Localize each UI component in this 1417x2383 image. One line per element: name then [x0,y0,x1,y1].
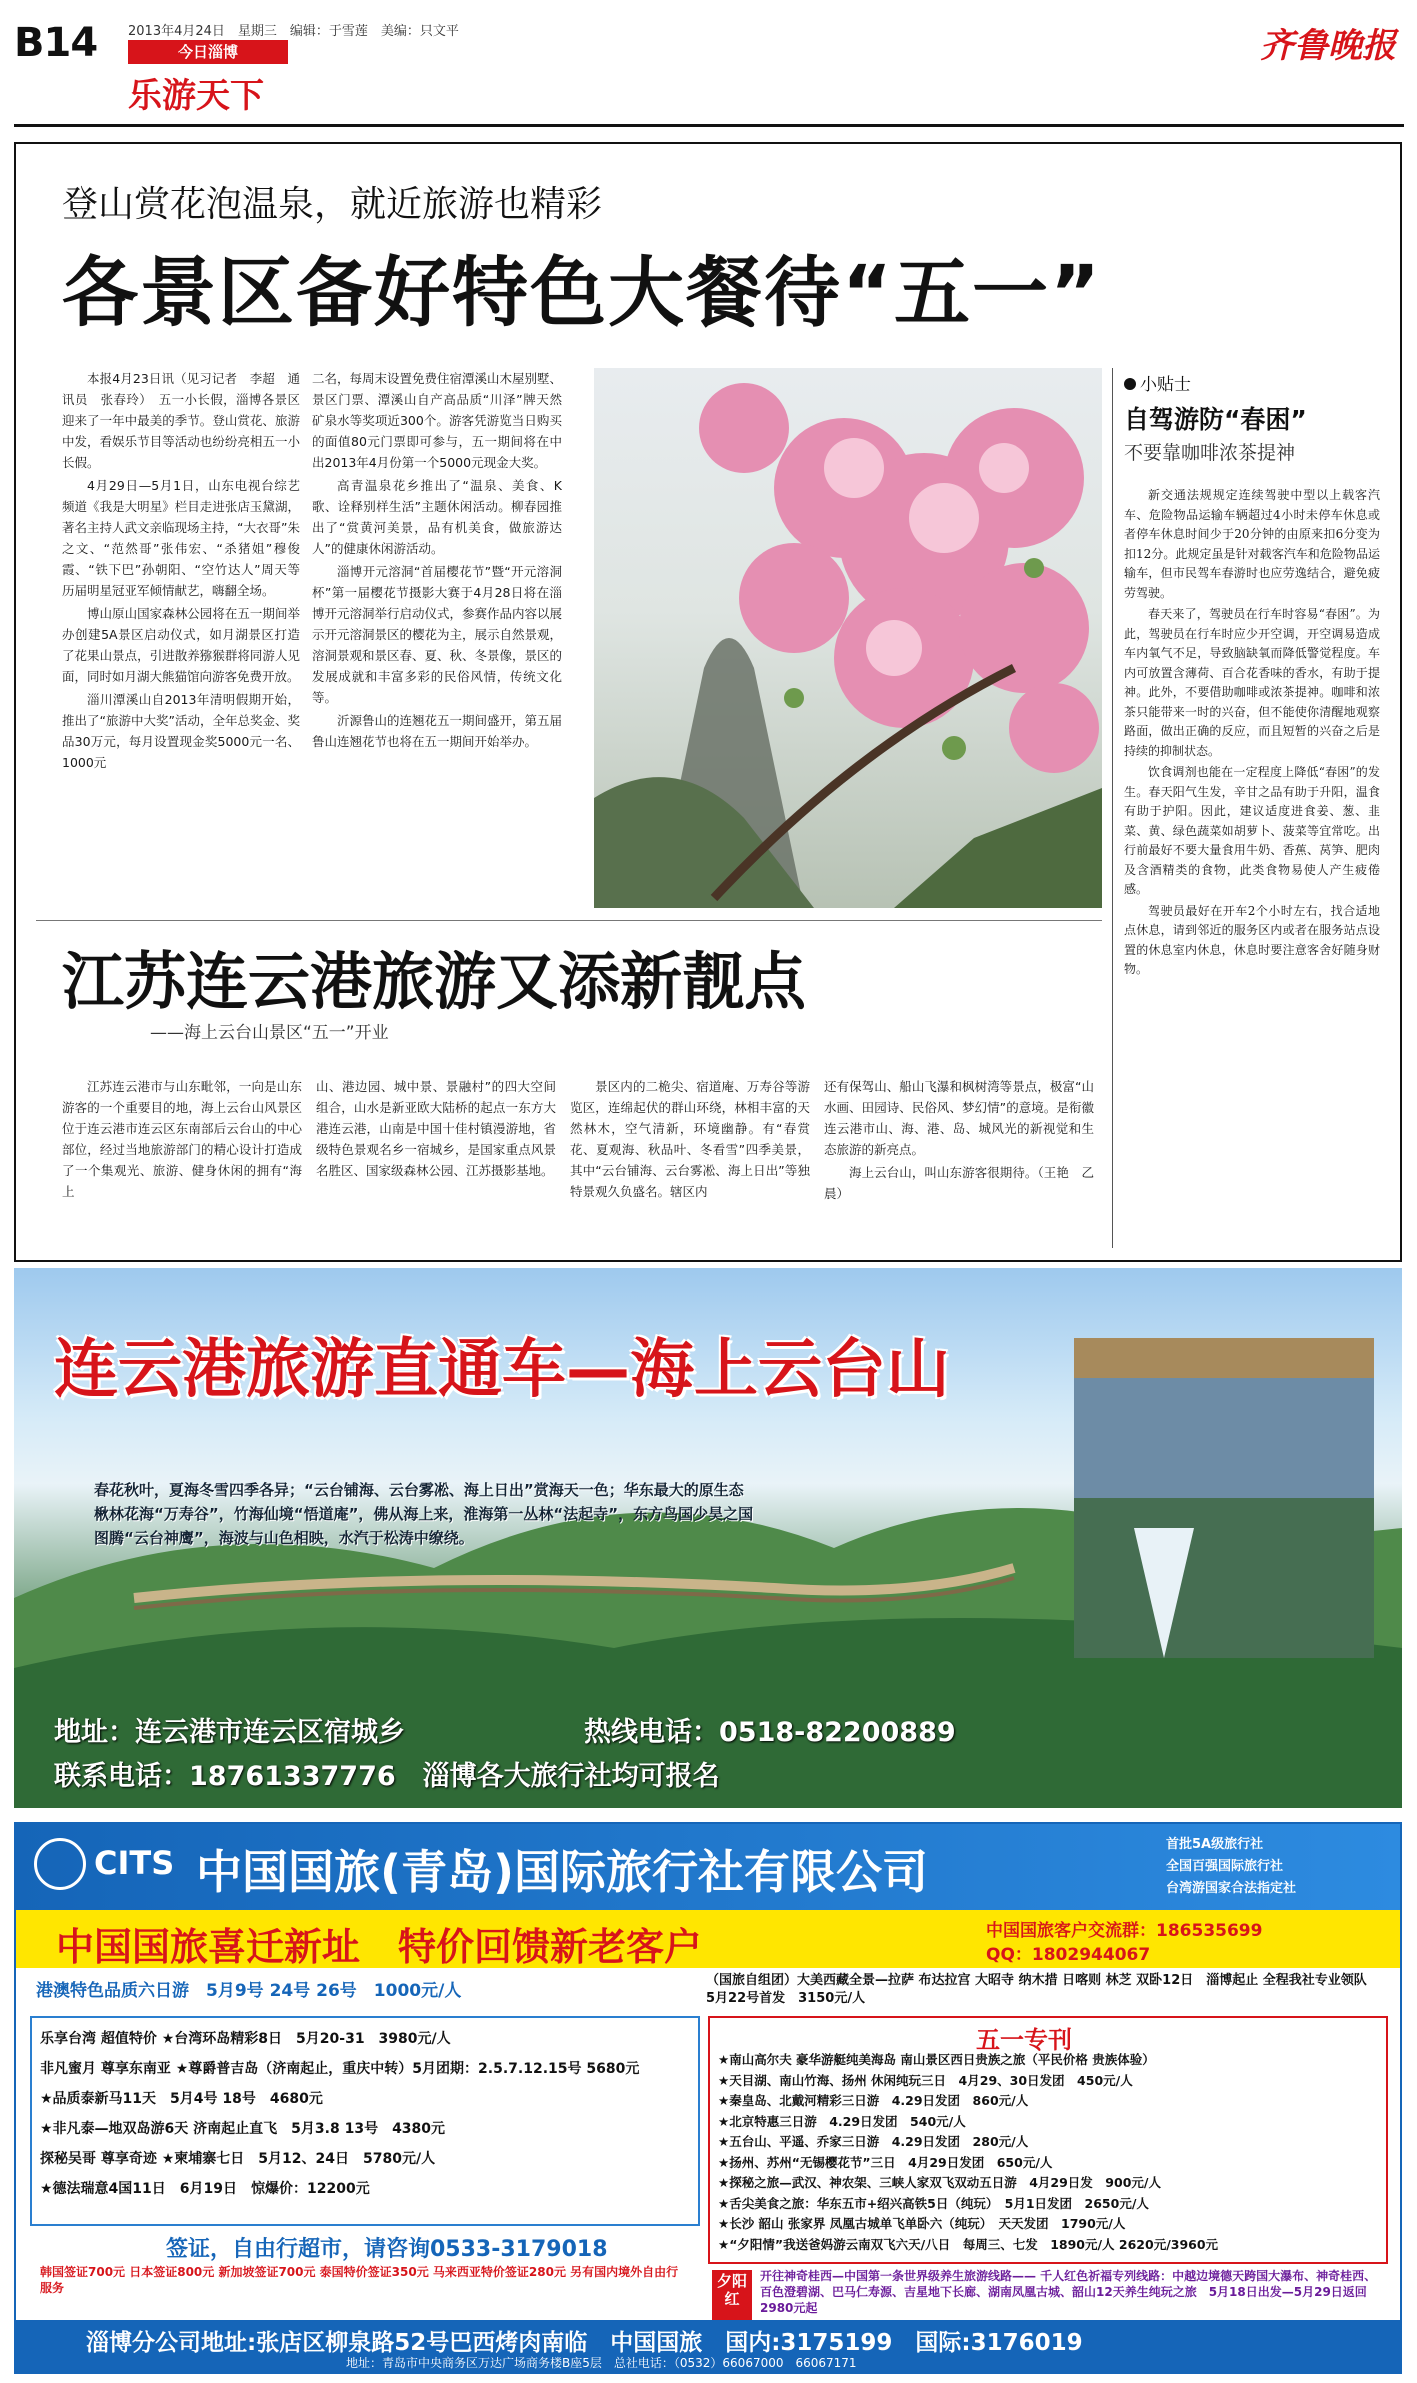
cits-left-list [40,2024,690,2204]
page-number: B14 [14,20,98,66]
cits-logo-icon [34,1838,86,1890]
story2-p4: 还有保驾山、船山飞瀑和枫树湾等景点，极富“山水画、田园诗、民俗风、梦幻情”的意境。是衔徽连云港市山、海、港、岛、城风光的新视觉和生态旅游的新亮点。 [824,1079,1094,1157]
cherry-blossom-photo [594,368,1102,908]
badge-1: 首批5A级旅行社 [1166,1837,1264,1852]
cits-left-item: ★品质泰新马11天 5月4号 18号 4680元 [40,2091,323,2107]
ad1-headline: 连云港旅游直通车—海上云台山 [54,1333,950,1407]
story1-kicker: 登山赏花泡温泉，就近旅游也精彩 [62,184,603,225]
cits-visa: 签证，自由行超市，请咨询0533-3179018 [166,2237,608,2262]
sidebar-tag [1124,370,1191,395]
ad1-contact: 联系电话：18761337776 淄博各大旅行社均可报名 [54,1761,720,1792]
sidebar-p2: 春天来了，驾驶员在行车时容易“春困”。为此，驾驶员在行车时应少开空调，开空调易造成车内氧气不足，导致脑缺氧而降低警觉程度。车内可放置含薄荷、百合花香味的香水，有助于提神。此外，不要借助咖啡或浓茶提神。咖啡和浓茶只能带来一时的兴奋，但不能使你清醒地观察路面，做出正确的反应，而且短暂的兴奋之后是持续的抑制状态。 [1124,607,1380,758]
date-line: 2013年4月24日 星期三 编辑：于雪莲 美编：只文平 [128,24,459,39]
section-title: 乐游天下 [128,76,264,116]
cits-special-item: ★五台山、平遥、乔家三日游 4.29日发团 280元/人 [718,2134,1029,2149]
photo-art [594,368,1102,908]
cits-special-item: ★秦皇岛、北戴河精彩三日游 4.29日发团 860元/人 [718,2093,1029,2108]
story2-subhead: ——海上云台山景区“五一”开业 [150,1023,389,1043]
sidebar-body [1124,486,1380,1246]
cits-visa-detail: 韩国签证700元 日本签证800元 新加坡签证700元 泰国特价签证350元 马来西亚特价签证280元 另有国内境外自由行服务 [40,2265,679,2295]
sidebar-p4: 驾驶员最好在开车2个小时左右，找合适地点休息，请到邻近的服务区内或者在服务站点设置的休息室内休息，休息时要注意客舍好随身财物。 [1124,903,1380,976]
cits-special-item: ★“夕阳情”我送爸妈游云南双飞六天/八日 每周三、七发 1890元/人 2620元/3960元 [718,2236,1219,2252]
story1-col2 [312,368,562,888]
paper-logo: 齐鲁晚报 [1260,26,1396,66]
badge-2: 全国百强国际旅行社 [1166,1859,1284,1874]
story1-p2: 4月29日—5月1日，山东电视台综艺频道《我是大明星》栏目走进张店玉黛湖，著名主持人武文亲临现场主持，“大衣哥”朱之文、“范然哥”张伟宏、“杀猪姐”穆俊霞、“铁下巴”孙朝阳、“空竹达人”周天等历届明星冠亚军倾情献艺，嗨翻全场。 [62,478,300,598]
cits-company: 中国国旅(青岛)国际旅行社有限公司 [196,1845,929,1899]
story1-col1 [62,368,300,888]
masthead [0,0,1417,130]
cits-left-item: 探秘吴哥 尊享奇迹 ★柬埔寨七日 5月12、24日 5780元/人 [40,2151,436,2167]
sunset-tag: 夕阳红 [712,2270,752,2324]
masthead-rule [14,124,1404,127]
cits-badges [1166,1834,1296,1900]
ad1-body: 春花秋叶，夏海冬雪四季各异；“云台铺海、云台雾凇、海上日出”赏海天一色；华东最大的原生态楸林花海“万寿谷”，竹海仙境“悟道庵”，佛从海上来，淮海第一丛林“法起寺”，东方鸟国少昊之国图腾“云台神鹰”，海波与山色相映，水汽于松涛中缭绕。 [94,1481,754,1547]
story2-col4 [824,1076,1094,1244]
story2-p2: 山、港边园、城中景、景融村”的四大空间组合，山水是新亚欧大陆桥的起点一东方大港连云港，山南是中国十佳村镇漫游地，省级特色景观名乡一宿城乡，是国家重点风景名胜区、国家级森林公园、江苏摄影基地。 [316,1079,556,1178]
story2-p1: 江苏连云港市与山东毗邻，一向是山东游客的一个重要目的地，海上云台山风景区位于连云港市连云区东南部后云台山的中心部位，经过当地旅游部门的精心设计打造成了一个集观光、旅游、健身休闲的拥有“海上 [62,1079,302,1199]
cits-special-item: ★扬州、苏州“无锡樱花节”三日 4月29日发团 650元/人 [718,2154,1053,2170]
story1-p1: 本报4月23日讯（见习记者 李超 通讯员 张春玲） 五一小长假，淄博各景区迎来了一年中最美的季节。登山赏花、旅游中发，看娱乐节目等活动也纷纷亮相五一小长假。 [62,371,300,470]
story2-col3 [570,1076,810,1244]
cits-ad [14,1822,1402,2374]
story1-p5: 二名，每周末设置免费住宿潭溪山木屋别墅、景区门票、潭溪山自产高品质“川泽”牌天然矿泉水等奖项近300个。游客凭游览当日购买的面值80元门票即可参与，五一期间将在中出2013年4月份第一个5000元现金大奖。 [312,371,562,470]
cits-left-item: ★德法瑞意4国11日 6月19日 惊爆价：12200元 [40,2181,370,2197]
cits-footer-text: 淄博分公司地址:张店区柳泉路52号巴西烤肉南临 中国国旅 国内:3175199 国际:3176019 [86,2330,1083,2356]
story1-p8: 沂源鲁山的连翘花五一期间盛开，第五届鲁山连翘花节也将在五一期间开始举办。 [312,713,562,749]
ad1-hotline: 热线电话：0518-82200889 [584,1717,956,1748]
story2-col2 [316,1076,556,1244]
cits-logo: CITS [94,1844,175,1882]
sidebar-p3: 饮食调剂也能在一定程度上降低“春困”的发生。春天阳气生发，辛甘之品有助于升阳，温食有助于护阳。因此，建议适度进食姜、葱、韭菜、黄、绿色蔬菜如胡萝卜、菠菜等宜常吃。出行前最好不要大量食用牛奶、香蕉、莴笋、肥肉及含酒精类的食物，此类食物易使人产生疲倦感。 [1124,765,1380,896]
cits-special-item: ★探秘之旅—武汉、神农架、三峡人家双飞双动五日游 4月29日发 900元/人 [718,2175,1161,2190]
cits-row1-left: 港澳特色品质六日游 5月9号 24号 26号 1000元/人 [36,1981,462,2001]
cits-special-title: 五一专刊 [976,2026,1072,2054]
cits-row1-right: （国旅自组团）大美西藏全景—拉萨 布达拉宫 大昭寺 纳木措 日喀则 林芝 双卧12日 淄博起止 全程我社专业领队 5月22号首发 3150元/人 [706,1973,1380,2006]
cits-banner-text: 中国国旅喜迁新址 特价回馈新老客户 [56,1925,703,1969]
story1-p7: 淄博开元溶洞“首届樱花节”暨“开元溶洞杯”第一届樱花节摄影大赛于4月28日将在淄博开元溶洞举行启动仪式，参赛作品内容以展示开元溶洞景区的樱花为主，展示自然景观，溶洞景观和景区春、夏、秋、冬景像，景区的发展成就和丰富多彩的民俗风情，传统文化等。 [312,564,562,705]
circle-icon [1124,378,1136,390]
story2-col1 [62,1076,302,1244]
cits-special-list [718,2050,1380,2255]
cits-hotline2: QQ：1802944067 [986,1945,1151,1965]
cits-hotline1: 中国国旅客户交流群：186535699 [986,1921,1263,1941]
story1-p3: 博山原山国家森林公园将在五一期间举办创建5A景区启动仪式，如月湖景区打造了花果山景点，引进散养猕猴群将同游人见面，同时如月湖大熊猫馆向游客免费开放。 [62,606,300,684]
section-tag: 今日淄博 [128,40,288,64]
story2-p3: 景区内的二桅尖、宿道庵、万寿谷等游览区，连绵起伏的群山环绕，林相丰富的天然林木，空气清新，环境幽静。有“春赏花、夏观海、秋品叶、冬看雪”四季美景，其中“云台铺海、云台雾凇、海上日出”等独特景观久负盛名。辖区内 [570,1079,810,1199]
lianyungang-ad [14,1268,1402,1808]
sidebar-tag-label: 小贴士 [1140,375,1191,395]
cits-special-item: ★长沙 韶山 张家界 凤凰古城单飞单卧六（纯玩） 天天发团 1790元/人 [718,2216,1126,2231]
badge-3: 台湾游国家合法指定社 [1166,1881,1297,1896]
story2-top-rule [36,920,1102,921]
sidebar-divider [1112,368,1113,1248]
sunset-text: 开往神奇桂西—中国第一条世界级养生旅游线路—— 千人红色祈福专列线路：中越边境德天跨国大瀑布、神奇桂西、百色澄碧湖、巴马仁寿源、吉星地下长廊、湖南凤凰古城、韶山12天养生纯玩之旅 5月18日出发—5月29日返回 2980元起 [760,2269,1379,2315]
cits-special-item: ★天目湖、南山竹海、扬州 休闲纯玩三日 4月29、30日发团 450元/人 [718,2072,1133,2088]
story2-p5: 海上云台山，叫山东游客很期待。（王艳 乙晨） [824,1165,1094,1201]
cits-left-item: ★非凡泰—地双岛游6天 济南起止直飞 5月3.8 13号 4380元 [40,2121,446,2137]
cits-left-item: 非凡蜜月 尊享东南亚 ★尊爵普吉岛（济南起止，重庆中转）5月团期：2.5.7.12.15号 5680元 [40,2061,640,2077]
cits-footer-small: 地址：青岛市中央商务区万达广场商务楼B座5层 总社电话：（0532）66067000 66067171 [346,2356,857,2370]
cits-special-item: ★南山高尔夫 豪华游艇纯美海岛 南山景区西日贵族之旅（平民价格 贵族体验） [718,2052,1155,2067]
story2-headline: 江苏连云港旅游又添新靓点 [62,945,807,1018]
sidebar-title: 自驾游防“春困” [1124,405,1307,434]
cits-special-item: ★舌尖美食之旅：华东五市+绍兴高铁5日（纯玩） 5月1日发团 2650元/人 [718,2195,1149,2211]
story1-p4: 淄川潭溪山自2013年清明假期开始，推出了“旅游中大奖”活动，全年总奖金、奖品30万元，每月设置现金奖5000元一名、1000元 [62,692,300,770]
story1-headline: 各景区备好特色大餐待“五一” [62,248,1102,337]
sidebar-p1: 新交通法规规定连续驾驶中型以上载客汽车、危险物品运输车辆超过4小时未停车休息或者停车休息时间少于20分钟的由原来扣6分变为扣12分。此规定虽是针对载客汽车和危险物品运输车，但市民驾车春游时也应劳逸结合，避免疲劳驾驶。 [1124,488,1380,600]
sidebar-subtitle: 不要靠咖啡浓茶提神 [1124,442,1296,464]
cits-left-item: 乐享台湾 超值特价 ★台湾环岛精彩8日 5月20-31 3980元/人 [40,2031,451,2047]
cits-special-item: ★北京特惠三日游 4.29日发团 540元/人 [718,2113,966,2129]
story1-p6: 高青温泉花乡推出了“温泉、美食、K歌、诠释别样生活”主题休闲活动。柳春园推出了“赏黄河美景，品有机美食，做旅游达人”的健康休闲游活动。 [312,478,562,556]
ad1-address: 地址：连云港市连云区宿城乡 [54,1717,405,1748]
